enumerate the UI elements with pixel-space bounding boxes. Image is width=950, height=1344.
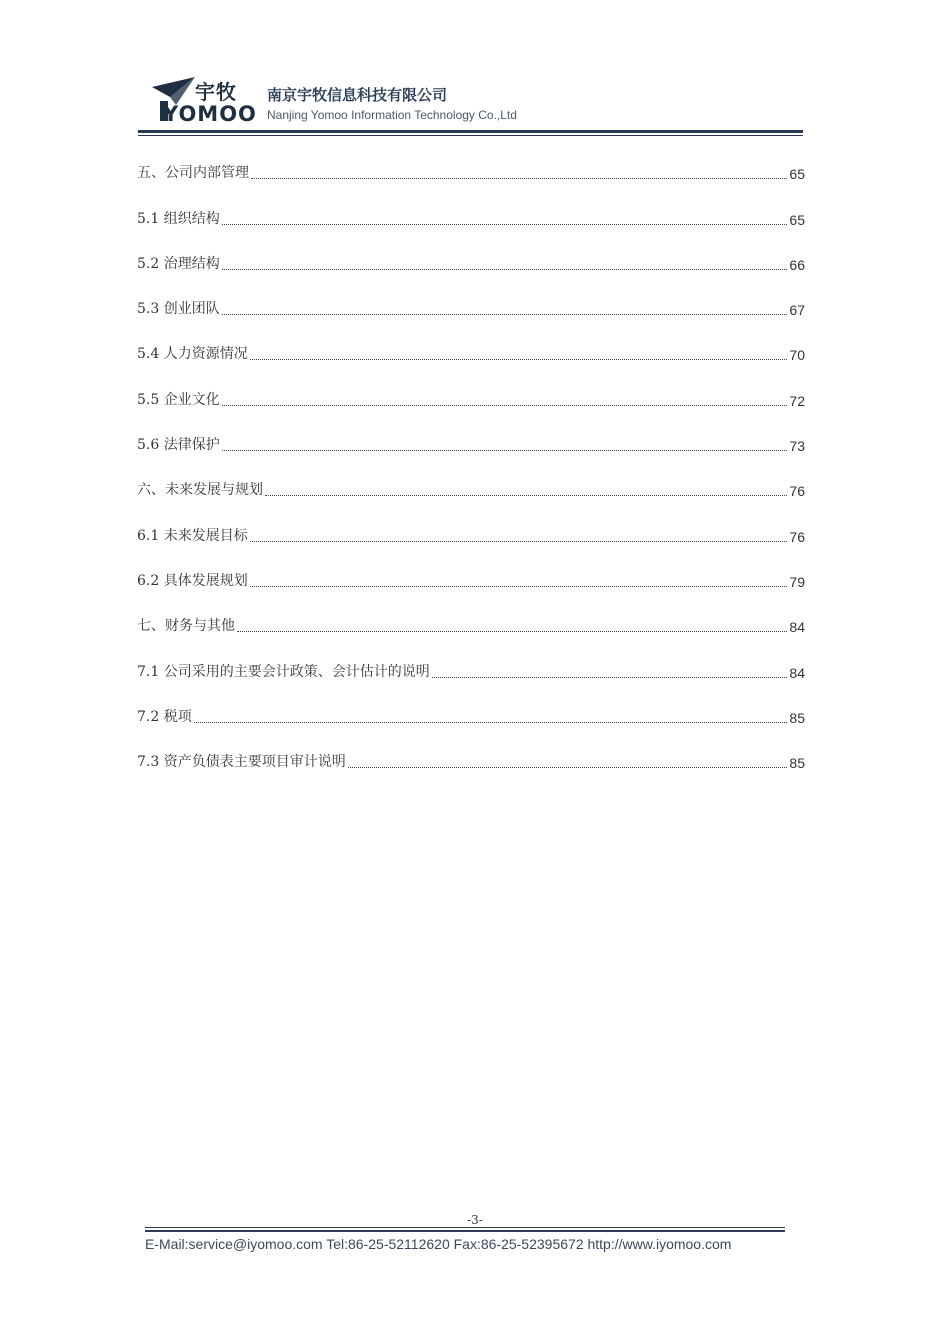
toc-entry-title: 5.5 企业文化	[137, 391, 220, 408]
toc-entry[interactable]	[137, 507, 805, 552]
logo-chinese-text: 宇牧	[195, 80, 237, 104]
toc-dot-leader	[250, 359, 788, 360]
toc-entry[interactable]	[137, 145, 805, 190]
toc-dot-leader	[222, 224, 788, 225]
header-divider	[138, 130, 803, 136]
toc-dot-leader	[250, 586, 788, 587]
toc-entry[interactable]	[137, 598, 805, 643]
toc-entry[interactable]	[137, 236, 805, 281]
toc-dot-leader	[348, 767, 788, 768]
toc-entry-title: 5.1 组织结构	[137, 210, 220, 227]
toc-entry-page: 66	[789, 256, 805, 273]
toc-entry-title: 6.2 具体发展规划	[137, 572, 248, 589]
toc-entry-page: 72	[789, 392, 805, 409]
toc-entry-page: 76	[789, 528, 805, 545]
toc-entry[interactable]	[137, 734, 805, 779]
toc-entry[interactable]	[137, 371, 805, 416]
toc-entry[interactable]	[137, 190, 805, 235]
toc-entry-page: 73	[789, 438, 805, 455]
company-name-english: Nanjing Yomoo Information Technology Co.,Ltd	[267, 108, 517, 122]
toc-entry[interactable]	[137, 689, 805, 734]
toc-entry-title: 7.3 资产负债表主要项目审计说明	[137, 754, 346, 771]
toc-dot-leader	[194, 722, 788, 723]
toc-entry-title: 5.6 法律保护	[137, 437, 220, 454]
toc-entry[interactable]	[137, 462, 805, 507]
toc-dot-leader	[265, 495, 787, 496]
toc-entry-page: 70	[789, 347, 805, 364]
toc-entry-page: 65	[789, 211, 805, 228]
toc-entry-title: 5.2 治理结构	[137, 255, 220, 272]
toc-entry-page: 85	[789, 755, 805, 772]
toc-entry[interactable]	[137, 326, 805, 371]
toc-entry-title: 7.2 税项	[137, 708, 192, 725]
toc-entry-page: 65	[789, 166, 805, 183]
footer-divider	[145, 1227, 785, 1232]
toc-dot-leader	[237, 631, 787, 632]
company-name-chinese: 南京宇牧信息科技有限公司	[267, 86, 448, 104]
page-number: -3-	[467, 1213, 483, 1227]
toc-entry-title: 5.4 人力资源情况	[137, 346, 248, 363]
toc-entry-title: 7.1 公司采用的主要会计政策、会计估计的说明	[137, 663, 430, 680]
toc-entry-page: 76	[789, 483, 805, 500]
toc-entry-page: 84	[789, 664, 805, 681]
toc-entry-page: 85	[789, 709, 805, 726]
toc-dot-leader	[222, 405, 788, 406]
toc-entry-page: 79	[789, 573, 805, 590]
toc-entry[interactable]	[137, 643, 805, 688]
toc-entry-title: 六、未来发展与规划	[137, 482, 263, 499]
toc-dot-leader	[251, 178, 787, 179]
toc-dot-leader	[432, 677, 788, 678]
toc-entry[interactable]	[137, 553, 805, 598]
toc-entry[interactable]	[137, 281, 805, 326]
footer-contact-info: E-Mail:service@iyomoo.com Tel:86-25-52112620 Fax:86-25-52395672 http://www.iyomoo.com	[145, 1236, 732, 1252]
toc-dot-leader	[222, 314, 788, 315]
toc-entry-title: 5.3 创业团队	[137, 301, 220, 318]
toc-dot-leader	[250, 541, 788, 542]
logo-english-text: YOMOO	[163, 102, 257, 126]
toc-entry[interactable]	[137, 417, 805, 462]
toc-dot-leader	[222, 269, 788, 270]
toc-entry-page: 84	[789, 619, 805, 636]
toc-entry-page: 67	[789, 302, 805, 319]
toc-entry-title: 6.1 未来发展目标	[137, 527, 248, 544]
toc-entry-title: 五、公司内部管理	[137, 165, 249, 182]
toc-entry-title: 七、财务与其他	[137, 618, 235, 635]
table-of-contents	[137, 145, 805, 779]
toc-dot-leader	[222, 450, 788, 451]
